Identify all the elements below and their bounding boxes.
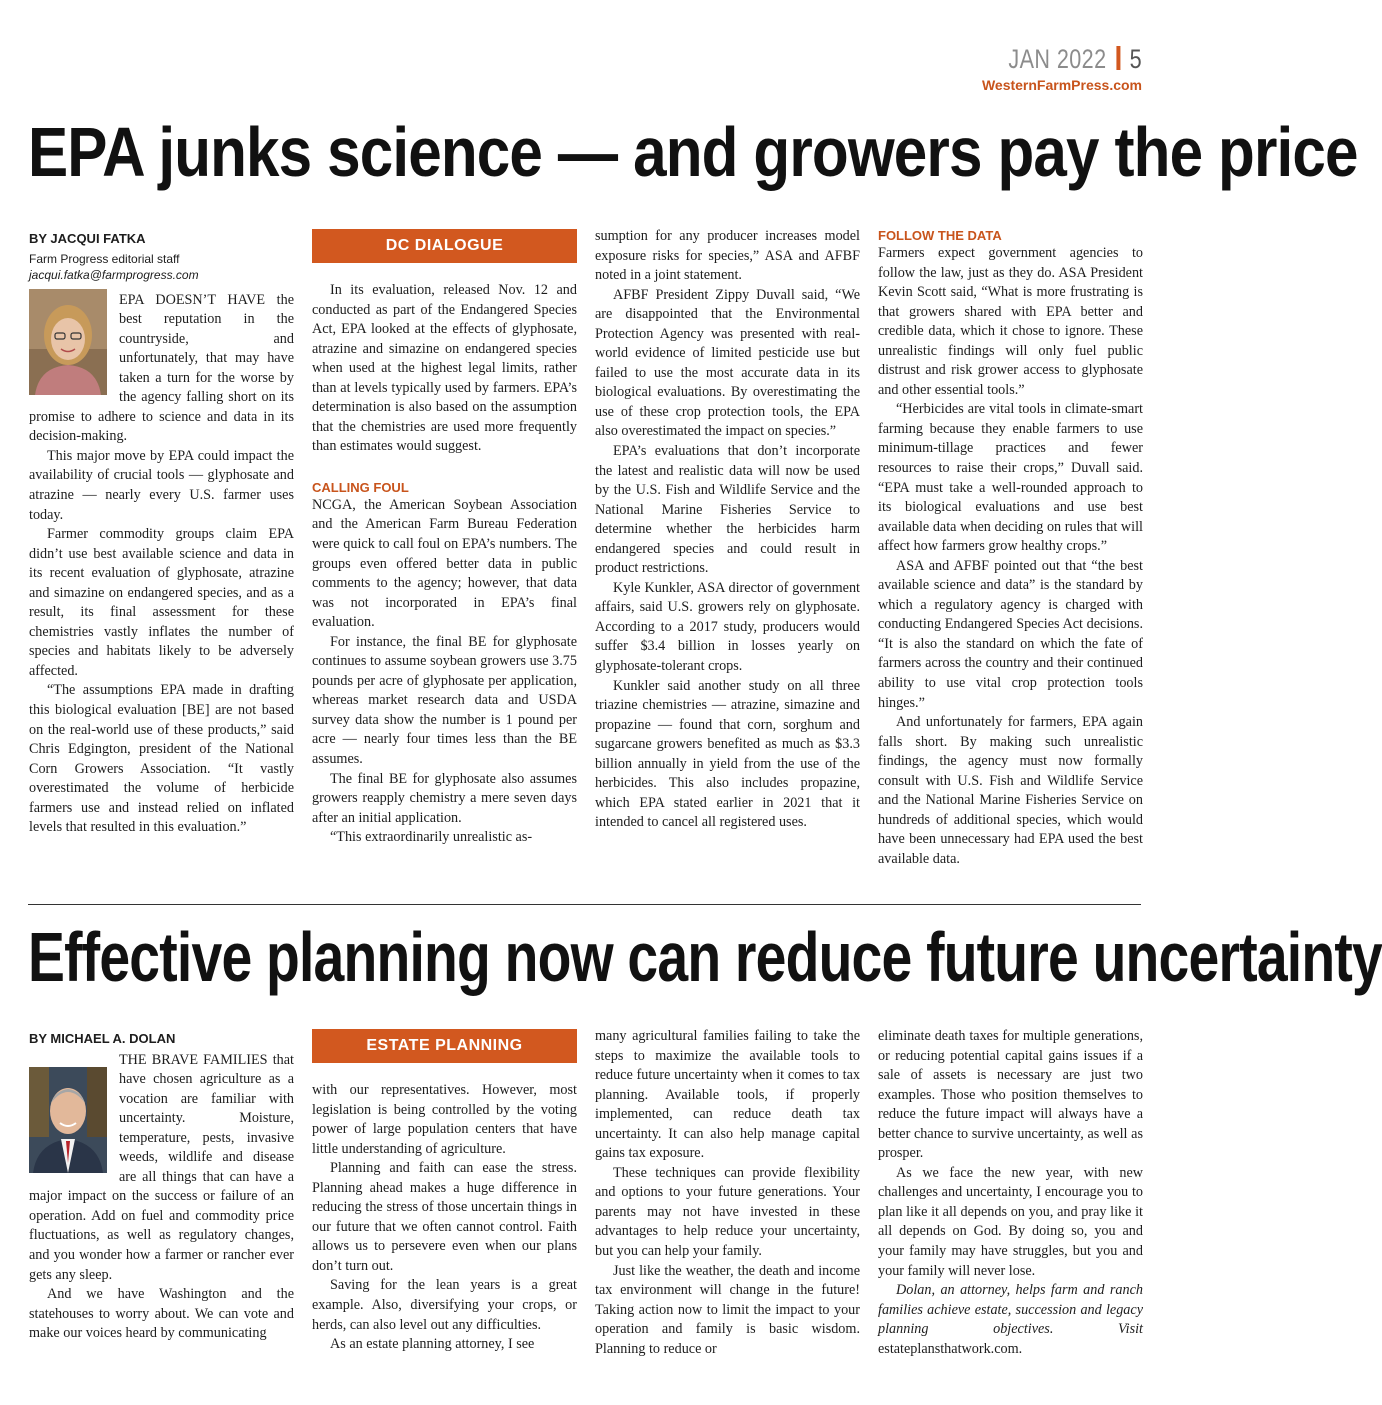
paragraph: many agricultural families failing to take the steps to maximize the available tools to reduce future uncertainty when it comes to tax planning. Available tools, if properly implemented, can reduce death tax uncertainty. It can also help manage capital gains tax exposure. <box>595 1028 860 1162</box>
article1-col3 <box>595 227 860 833</box>
paragraph: For instance, the final BE for glyphosate continues to assume soybean growers use 3.75 pounds per acre of glyphosate per application, whereas market research data and USDA survey data show the number is 1 pound per acre — nearly four times less than the BE assumes. <box>312 633 577 768</box>
author-title: Farm Progress editorial staff <box>29 251 180 266</box>
article2-col4 <box>878 1027 1143 1359</box>
article2-col2 <box>312 1029 577 1355</box>
bio-text: Dolan, an attorney, helps farm and ranch families achieve estate, succession and legacy planning objectives. Visit <box>878 1282 1143 1338</box>
section-label: ESTATE PLANNING <box>312 1029 577 1063</box>
paragraph: Farmer commodity groups claim EPA didn’t use best available science and data in its recent evaluation of glyphosate, atrazine and simazine on endangered species, and as a result, its final assessment for these chemistries vastly inflates the number of species and habitats likely to be adversely affected. <box>29 526 294 679</box>
paragraph: Just like the weather, the death and income tax environment will change in the future! Taking action now to limit the impact to your operation and family is basic wisdom. Planning to reduce or <box>595 1262 860 1357</box>
paragraph: Kyle Kunkler, ASA director of government affairs, said U.S. growers rely on glyphosate. According to a 2017 study, producers would suffer $3.4 billion in losses yearly on glyphosate-tolerant crops. <box>595 579 860 675</box>
paragraph: with our representatives. However, most legislation is being controlled by the voting power of large population centers that have little understanding of agriculture. <box>312 1082 577 1157</box>
paragraph: eliminate death taxes for multiple generations, or reducing potential capital gains issues if a sale of assets is necessary are just two examples. Those who position themselves to reduce the future impact will always have a better chance to survive uncertainty, as well as prosper. <box>878 1028 1143 1162</box>
author-photo <box>29 1067 107 1173</box>
paragraph: And we have Washington and the statehouses to worry about. We can vote and make our voices heard by communicating <box>29 1286 294 1342</box>
paragraph: The final BE for glyphosate also assumes growers reapply chemistry a mere seven days after an initial application. <box>312 770 577 826</box>
subhead: FOLLOW THE DATA <box>878 228 1002 243</box>
paragraph: Kunkler said another study on all three triazine chemistries — atrazine, simazine and propazine — found that corn, sorghum and sugarcane growers benefited as much as $3.3 billion annually in yield from the use of the herbicides. This also includes propazine, which EPA stated earlier in 2021 that it intended to cancel all registered uses. <box>595 677 860 831</box>
author-bio <box>878 1281 1143 1359</box>
paragraph: “The assumptions EPA made in drafting this biological evaluation [BE] are not based on the real-world use of these products,” said Chris Edgington, president of the National Corn Growers Association. “It vastly overestimated the volume of herbicide farmers use and instead relied on inflated levels that resulted in this evaluation.” <box>29 682 294 836</box>
article1-col4 <box>878 227 1143 870</box>
article2-col1 <box>29 1029 294 1344</box>
issue-date: JAN 2022 <box>1008 44 1107 74</box>
paragraph: EPA’s evaluations that don’t incorporate the latest and realistic data will now be used by the U.S. Fish and Wildlife Service and the National Marine Fisheries Service to determine whether the herbicides harm endangered species and could result in product restrictions. <box>595 443 860 577</box>
article1-col2 <box>312 229 577 848</box>
article2-byline: BY MICHAEL A. DOLAN <box>29 1031 176 1046</box>
article-divider <box>28 904 1141 905</box>
subhead: CALLING FOUL <box>312 479 409 495</box>
paragraph: EPA DOESN’T HAVE the best reputation in the countryside, and unfortunately, that may have taken a turn for the worse by the agency falling short on its promise to adhere to science and data in its decision-making. <box>29 291 294 445</box>
paragraph: NCGA, the American Soybean Association and the American Farm Bureau Federation were quick to call foul on EPA’s numbers. The groups even offered better data in public comments to the agency; however, that data was not incorporated in EPA’s final evaluation. <box>312 496 577 631</box>
article1-headline: EPA junks science — and growers pay the price <box>28 113 1358 191</box>
paragraph: THE BRAVE FAMILIES that have chosen agriculture as a vocation are familiar with uncertainty. Moisture, temperature, pests, invasive weeds, wildlife and disease are all things that can have a major impact on the success or failure of an operation. Add on fuel and commodity price fluctuations, as well as regulatory changes, and you wonder how a farmer or rancher ever gets any sleep. <box>29 1051 294 1283</box>
article2-headline: Effective planning now can reduce future uncertainty <box>28 918 1382 996</box>
issue-date-line <box>1008 44 1142 75</box>
separator-bar <box>1116 46 1120 70</box>
paragraph: These techniques can provide flexibility and options to your future generations. Your parents may not have invested in these advantages to help reduce your uncertainty, but you can help your family. <box>595 1164 860 1260</box>
bio-website[interactable]: estateplansthatwork.com. <box>878 1340 1023 1357</box>
article2-col3 <box>595 1027 860 1359</box>
paragraph: Planning and faith can ease the stress. Planning ahead makes a huge difference in reducing the stress of those uncertain things in our future that we often cannot control. Faith allows us to persevere even when our plans don’t turn out. <box>312 1160 577 1274</box>
paragraph: In its evaluation, released Nov. 12 and conducted as part of the Endangered Species Act, EPA looked at the effects of glyphosate, atrazine and simazine on endangered species when used at the highest legal limits, rather than at levels typically used by farmers. EPA’s determination is also based on the assumption that the chemistries are used more frequently than estimates would suggest. <box>312 282 577 455</box>
paragraph: “Herbicides are vital tools in climate-smart farming because they enable farmers to use minimum-tillage practices and fewer resources to raise their crops,” Duvall said. “EPA must take a well-rounded approach to its biological evaluations and use best available data when deciding on rules that will affect how farmers grow healthy crops.” <box>878 401 1143 555</box>
article1-col1 <box>29 229 294 838</box>
section-label: DC DIALOGUE <box>312 229 577 263</box>
paragraph: As an estate planning attorney, I see <box>330 1336 535 1353</box>
paragraph: sumption for any producer increases model exposure risks for species,” ASA and AFBF noted in a joint statement. <box>595 228 860 284</box>
paragraph: And unfortunately for farmers, EPA again falls short. By making such unrealistic findings, the agency must now formally consult with U.S. Fish and Wildlife Service and the National Marine Fisheries Service on hundreds of additional species, which would have been unnecessary had EPA used the best available data. <box>878 714 1143 867</box>
site-link[interactable]: WesternFarmPress.com <box>981 77 1142 93</box>
paragraph: AFBF President Zippy Duvall said, “We are disappointed that the Environmental Protection Agency was presented with real-world evidence of limited pesticide use but failed to use the most accurate data in its biological evaluations. By overestimating the use of these crop protection tools, the EPA also overestimated the impact on species.” <box>595 286 860 440</box>
paragraph: Farmers expect government agencies to follow the law, just as they do. ASA President Kevin Scott said, “What is more frustrating is that growers shared with EPA better and credible data, which it chose to ignore. These unrealistic findings will only fuel public distrust and risk grower access to glyphosate and other essential tools.” <box>878 245 1143 398</box>
paragraph: “This extraordinarily unrealistic as- <box>330 829 533 846</box>
paragraph: ASA and AFBF pointed out that “the best available science and data” is the standard by which a regulatory agency is charged with conducting Endangered Species Act decisions. “It is also the standard on which the fate of farmers across the country and their continued ability to use vital crop protection tools hinges.” <box>878 557 1143 711</box>
page-number: 5 <box>1129 44 1142 74</box>
page-header <box>975 44 1142 93</box>
paragraph: As we face the new year, with new challenges and uncertainty, I encourage you to plan like it all depends on you, and pray like it all depends on God. By doing so, you and your family may have struggles, but you and your family will never lose. <box>878 1164 1143 1279</box>
author-email[interactable]: jacqui.fatka@farmprogress.com <box>29 267 199 282</box>
article1-byline: BY JACQUI FATKA <box>29 231 146 246</box>
author-photo <box>29 289 107 395</box>
paragraph: This major move by EPA could impact the availability of crucial tools — glyphosate and atrazine — nearly every U.S. farmer uses today. <box>29 447 294 523</box>
paragraph: Saving for the lean years is a great example. Also, diversifying your crops, or herds, can also level out any difficulties. <box>312 1277 577 1333</box>
